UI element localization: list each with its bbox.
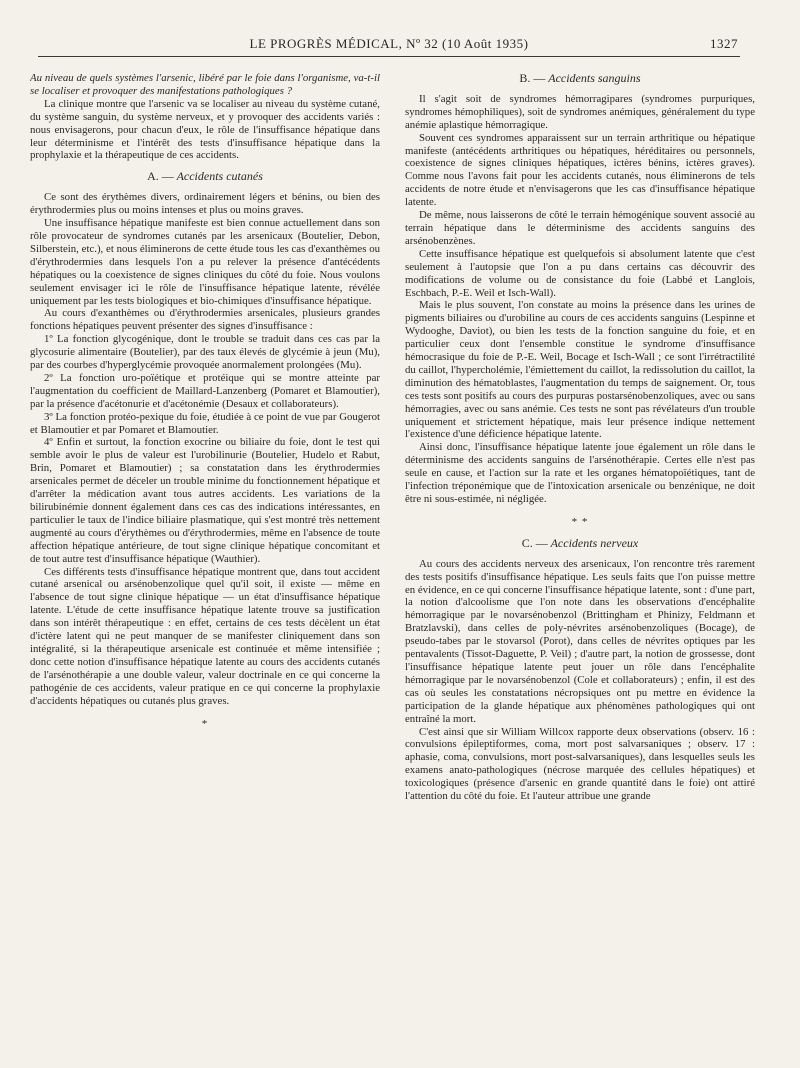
left-column: [30, 72, 380, 1027]
section-title: Accidents cutanés: [176, 169, 263, 184]
paragraph: Ces différents tests d'insuffisance hépatique montrent que, dans tout accident cutané arsenical ou arsénobenzolique quel qu'il soit, il existe — même en l'absence de tout signe clinique hépatique — un état d'insuffisance hépatique latente. L'étude de cette insuffisance hépatique latente trouve sa justification dans son intérêt thérapeutique : en effet, certains de ces tests décèlent un état d'ictère latent qui ne peut manquer de se manifester cliniquement dans son intégralité, si la thérapeutique arsenicale est continuée et même intensifiée ; donc cette notion d'insuffisance hépatique latente au cours des accidents cutanés de l'arsénothérapie a une double valeur, valeur doctrinale en ce qui concerne la pathogénie de ces accidents, valeur pratique en ce qui concerne la prophylaxie d'accidents hépatiques ou cutanés plus graves.: [30, 565, 380, 707]
paragraph: Au cours d'exanthèmes ou d'érythrodermies arsenicales, plusieurs grandes fonctions hépatiques peuvent présenter des signes d'insuffisance :: [30, 307, 380, 333]
paragraph: Cette insuffisance hépatique est quelquefois si absolument latente que c'est seulement à l'autopsie que l'on a pu dans certains cas découvrir des modifications de volume ou de consistance du foie (Labbé et Langlois, Eschbach, P.-E. Weil et Isch-Wall).: [405, 247, 755, 299]
intro-question: Au niveau de quels systèmes l'arsenic, libéré par le foie dans l'organisme, va-t-il se localiser et provoquer des manifestations pathologiques ?: [30, 72, 380, 97]
separator-stars: *: [201, 717, 209, 730]
running-header: [40, 36, 738, 54]
paragraph: Ainsi donc, l'insuffisance hépatique latente joue également un rôle dans le déterminisme des accidents sanguins de l'arsénothérapie. Certes elle n'est pas seule en cause, et l'action sur la rate et les organes hématopoïétiques, tant de l'infection tréponémique que de l'intoxication arsenicale ou benzénique, ne doit être ni sous-estimée, ni négligée.: [405, 441, 755, 505]
section-heading-b: [405, 72, 755, 85]
section-letter: C. —: [521, 535, 548, 550]
paragraph: Ce sont des érythèmes divers, ordinairement légers et bénins, ou bien des érythrodermies plus ou moins intenses et plus ou moins graves.: [30, 191, 380, 217]
journal-title: LE PROGRÈS MÉDICAL, Nº 32 (10 Août 1935): [249, 36, 529, 51]
right-column: [405, 72, 755, 1032]
header-rule: [38, 56, 740, 57]
section-letter: B. —: [519, 72, 546, 85]
page-number: 1327: [710, 36, 738, 51]
paragraph: La clinique montre que l'arsenic va se localiser au niveau du système cutané, du système sanguin, du système nerveux, et y provoquer des accidents variés : nous envisagerons, pour chacun d'eux, le rôle de l'insuffisance hépatique dans leur déterminisme et l'intérêt des tests d'insuffisance hépatique dans la prophylaxie et la thérapeutique de ces accidents.: [30, 97, 380, 162]
separator-stars: * *: [571, 515, 589, 528]
paragraph: 2º La fonction uro-poïétique et protéique qui se montre atteinte par l'augmentation du coefficient de Maillard-Lanzenberg (Pomaret et Blamoutier), par la présence d'acétonurie et d'acétonémie (Desaux et collaborateurs).: [30, 371, 380, 410]
paragraph: De même, nous laisserons de côté le terrain hémogénique souvent associé au terrain hépatique dans le déterminisme des accidents sanguins des arsénobenzènes.: [405, 209, 755, 247]
paragraph: Souvent ces syndromes apparaissent sur un terrain arthritique ou hépatique manifeste (antécédents arthritiques ou hépatiques, héréditaires ou personnels, coexistence de signes cliniques hépatiques, ictères bénins, ictères graves). Comme nous l'avons fait pour les accidents cutanés, nous éliminerons de tels accidents de notre étude et n'envisagerons que les cas d'insuffisance hépatique latente.: [405, 131, 755, 209]
paragraph: 1º La fonction glycogénique, dont le trouble se traduit dans ces cas par la glycosurie alimentaire (Boutelier), par des taux élevés de glycémie à jeun (Mu), par des courbes d'hyperglycémie provoquée anormalement prolongées (Mu).: [30, 333, 380, 372]
paragraph: 3º La fonction protéo-pexique du foie, étudiée à ce point de vue par Gougerot et Blamoutier et par Pomaret et Blamoutier.: [30, 410, 380, 436]
paragraph: Une insuffisance hépatique manifeste est bien connue actuellement dans son rôle provocateur de syndromes cutanés par les arsenicaux (Boutelier, Debon, Silberstein, etc.), et nous éliminerons de cette étude tous les cas d'exanthèmes ou d'érythrodermies dans lesquels l'on a pu relever la présence d'antécédents hépatiques ou la coexistence de signes cliniques du côté du foie. Nous voulons seulement envisager ici le rôle de l'insuffisance hépatique latente, révélée uniquement par les tests biologiques et bio-chimiques d'insuffisance hépatique.: [30, 217, 380, 307]
paragraph: Au cours des accidents nerveux des arsenicaux, l'on rencontre très rarement des tests positifs d'insuffisance hépatique. Les seuls faits que l'on puisse mettre en évidence, en ce qui concerne l'insuffisance hépatique latente, sont : d'une part, la notion d'alcoolisme que l'on note dans les observations d'encéphalite hémorragique par le novarsénobenzol (Brittingham et Phinizy, Feldmann et Bratzlavski), dans celles de poly-névrites arsénobenzoliques (Bocage), de pseudo-tabes par le stovarsol (Porot), dans celles de névrites optiques par les pentavalents (Tissot-Daguette, P. Veil) ; d'autre part, la notion de grossesse, dont l'insuffisance hépatique latente peut jouer un rôle dans l'encéphalite hémorragique par le novarsénobenzol (Cole et collaborateurs) ; enfin, il est des cas où seules les constatations nécropsiques ont pu mettre en évidence la participation de la glande hépatique aux phénomènes pathologiques qui ont entraîné la mort.: [405, 557, 755, 725]
paragraph: Mais le plus souvent, l'on constate au moins la présence dans les urines de pigments biliaires ou d'urobiline au cours de ces accidents sanguins (Lespinne et Wydooghe, Daviot), ou bien les tests de la fonction sanguine du foie, et en particulier ceux dont l'ensemble constitue le syndrome d'insuffisance hémocrasique du foie de P.-E. Weil, Bocage et Isch-Wall ; ce sont l'irrétractilité du caillot, l'hypercholémie, l'émiettement du caillot, la redissolution du caillot, la diminution des hématoblastes, l'augmentation du temps de saignement. Or, tous ces tests sont positifs au cours des purpuras postarsénobenzoliques, avec ou sans hémorragies, avec ou sans anémie. Ces tests ne sont pas révélateurs d'un trouble uniquement et strictement hépatique, mais leur présence indique nettement l'existence d'une déficience hépatique latente.: [405, 299, 755, 441]
section-letter: A. —: [147, 169, 174, 184]
section-title: Accidents sanguins: [548, 72, 641, 85]
paragraph: 4º Enfin et surtout, la fonction exocrine ou biliaire du foie, dont le test qui semble avoir le plus de valeur est l'urobilinurie (Boutelier, Hudelo et Rabut, Brin, Pomaret et Blamoutier) ; sa constatation dans les érythrodermies arsenicales permet de déceler un trouble minime du fonctionnement hépatique et d'arrêter la médication avant tous autres accidents. Les variations de la bilirubinémie donnent également dans ces cas des indications intéressantes, en particulier le taux de l'indice biliaire plasmatique, qui s'est montré très nettement augmenté au cours d'érythèmes ou d'érythrodermies, même en l'absence de toute affection hépatique antérieure, de tout signe clinique hépatique concomitant et de tout autre test d'insuffisance hépatique (Wauthier).: [30, 436, 380, 565]
paragraph: C'est ainsi que sir William Willcox rapporte deux observations (observ. 16 : convulsions épileptiformes, coma, mort post salvarsaniques ; observ. 17 : aphasie, coma, convulsions, mort post-salvarsaniques), dans lesquelles seuls les examens anato-pathologiques (nécrose marquée des cellules hépatiques) et toxicologiques (présence d'arsenic en grande quantité dans le foie) ont attiré l'attention du côté du foie. Et l'auteur attribue une grande: [405, 725, 755, 803]
section-heading-a: [30, 170, 380, 183]
section-heading-c: [405, 537, 755, 550]
paragraph: Il s'agit soit de syndromes hémorragipares (syndromes purpuriques, syndromes hémophiliques), soit de syndromes anémiques, généralement du type anémie aplastique hémorragique.: [405, 92, 755, 131]
section-title: Accidents nerveux: [550, 535, 639, 550]
